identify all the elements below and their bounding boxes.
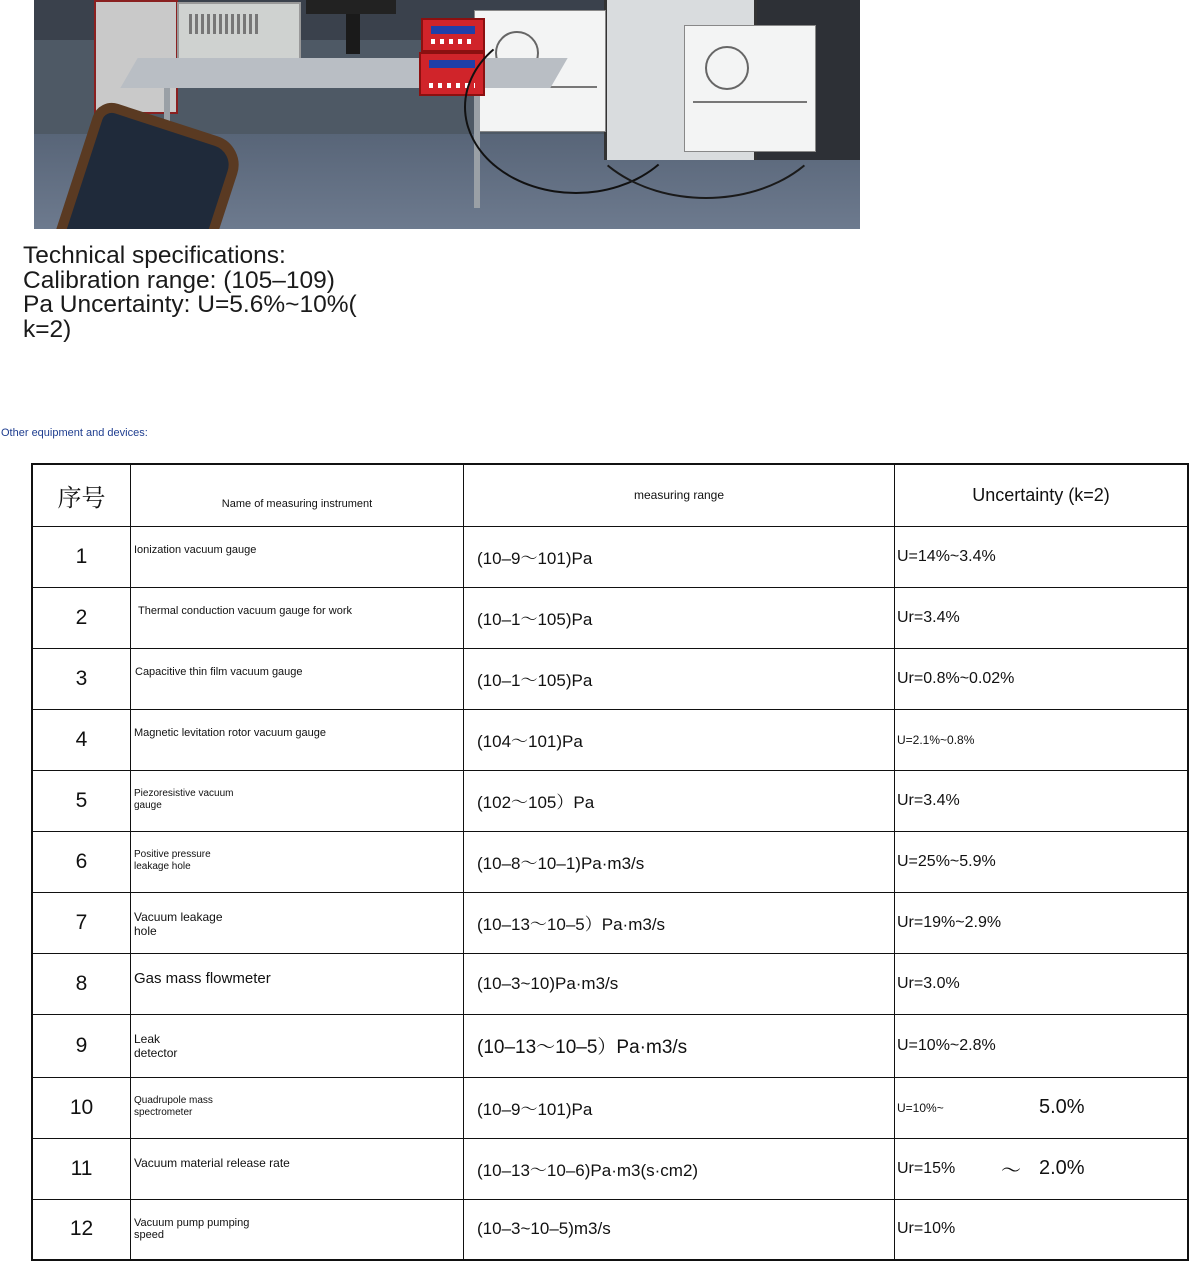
row-no: 7: [32, 892, 131, 953]
row-name-text: Piezoresistive vacuum gauge: [134, 787, 234, 811]
row-name: [131, 831, 464, 892]
row-name: Thermal conduction vacuum gauge for work: [131, 587, 464, 648]
uncertainty-wrap: [897, 1157, 1187, 1182]
specs-title: Technical specifications:: [23, 242, 286, 269]
row-range: (10–8～10–1)Pa·m3/s: [464, 831, 895, 892]
row-name: Capacitive thin film vacuum gauge: [131, 648, 464, 709]
table-row: [32, 831, 1188, 892]
row-uncertainty-cell: [895, 1077, 1189, 1138]
row-name: [131, 1014, 464, 1077]
row-name: [131, 770, 464, 831]
row-range: (10–13～10–6)Pa·m3(s·cm2): [464, 1138, 895, 1199]
photo-monitor-stand: [346, 14, 360, 54]
row-range: (10–9～101)Pa: [464, 526, 895, 587]
lab-photo: [34, 0, 860, 229]
header-uncertainty: Uncertainty (k=2): [895, 464, 1189, 526]
row-name: Ionization vacuum gauge: [131, 526, 464, 587]
row-name: Vacuum material release rate: [131, 1138, 464, 1199]
table-row: [32, 1077, 1188, 1138]
uncertainty-wrap: [897, 1096, 1187, 1118]
row-uncertainty: Ur=0.8%~0.02%: [895, 648, 1189, 709]
row-uncertainty: U=14%~3.4%: [895, 526, 1189, 587]
specs-calibration-range: Calibration range: (105–109): [23, 266, 335, 294]
table-row: [32, 1199, 1188, 1260]
table-row: [32, 709, 1188, 770]
row-no: 4: [32, 709, 131, 770]
photo-cable: [574, 5, 838, 199]
row-range: (10–1～105)Pa: [464, 648, 895, 709]
row-range: (10–1～105)Pa: [464, 587, 895, 648]
row-range: (10–13～10–5）Pa·m3/s: [464, 892, 895, 953]
row-no: 1: [32, 526, 131, 587]
row-name: Magnetic levitation rotor vacuum gauge: [131, 709, 464, 770]
row-uncertainty: U=25%~5.9%: [895, 831, 1189, 892]
row-range: (10–3~10)Pa·m3/s: [464, 953, 895, 1014]
row-uncertainty-cell: [895, 1138, 1189, 1199]
row-uncertainty-extra: 5.0%: [1039, 1096, 1085, 1118]
row-range: (10–13～10–5）Pa·m3/s: [464, 1014, 895, 1077]
row-range: (102～105）Pa: [464, 770, 895, 831]
photo-chair: [53, 98, 247, 229]
header-range: measuring range: [464, 464, 895, 526]
row-name: Gas mass flowmeter: [131, 953, 464, 1014]
table-row: [32, 1014, 1188, 1077]
table-row: [32, 526, 1188, 587]
row-range: (10–3~10–5)m3/s: [464, 1199, 895, 1260]
row-uncertainty: Ur=3.0%: [895, 953, 1189, 1014]
row-no: 11: [32, 1138, 131, 1199]
row-name: [131, 1199, 464, 1260]
table-row: [32, 1138, 1188, 1199]
row-uncertainty-tilde: ～: [1001, 1160, 1021, 1182]
row-name: [131, 892, 464, 953]
row-range: (104～101)Pa: [464, 709, 895, 770]
row-uncertainty: Ur=3.4%: [895, 770, 1189, 831]
row-name-text: Leak detector: [134, 1031, 178, 1060]
row-no: 2: [32, 587, 131, 648]
technical-specifications: [23, 244, 413, 342]
photo-pc-case: [177, 2, 301, 64]
table-row: [32, 953, 1188, 1014]
row-name-text: Quadrupole mass spectrometer: [134, 1094, 213, 1118]
table-header-row: [32, 464, 1188, 526]
row-no: 8: [32, 953, 131, 1014]
row-name-text: Positive pressure leakage hole: [134, 848, 211, 872]
equipment-table: [31, 463, 1189, 1261]
row-name: [131, 1077, 464, 1138]
other-equipment-heading: Other equipment and devices:: [1, 427, 148, 439]
row-no: 10: [32, 1077, 131, 1138]
row-uncertainty: U=10%~2.8%: [895, 1014, 1189, 1077]
row-uncertainty: Ur=15%: [897, 1159, 956, 1177]
row-uncertainty: Ur=10%: [895, 1199, 1189, 1260]
photo-monitor: [306, 0, 396, 14]
row-no: 3: [32, 648, 131, 709]
header-no: 序号: [32, 464, 131, 526]
row-name-text: Vacuum pump pumping speed: [134, 1216, 250, 1241]
specs-uncertainty: Pa Uncertainty: U=5.6%~10%(: [23, 291, 357, 318]
row-no: 5: [32, 770, 131, 831]
table-row: [32, 648, 1188, 709]
photo-controller-1: [421, 18, 485, 52]
row-uncertainty: U=2.1%~0.8%: [895, 709, 1189, 770]
row-no: 12: [32, 1199, 131, 1260]
table-row: [32, 770, 1188, 831]
row-uncertainty: U=10%~: [897, 1100, 944, 1115]
table-row: [32, 587, 1188, 648]
header-name: Name of measuring instrument: [131, 464, 464, 526]
row-uncertainty: Ur=19%~2.9%: [895, 892, 1189, 953]
table-row: [32, 892, 1188, 953]
row-range: (10–9～101)Pa: [464, 1077, 895, 1138]
row-no: 6: [32, 831, 131, 892]
row-no: 9: [32, 1014, 131, 1077]
specs-coverage-factor: k=2): [23, 315, 72, 343]
row-name-text: Vacuum leakage hole: [134, 909, 223, 938]
row-uncertainty-extra: 2.0%: [1039, 1157, 1085, 1179]
row-uncertainty: Ur=3.4%: [895, 587, 1189, 648]
